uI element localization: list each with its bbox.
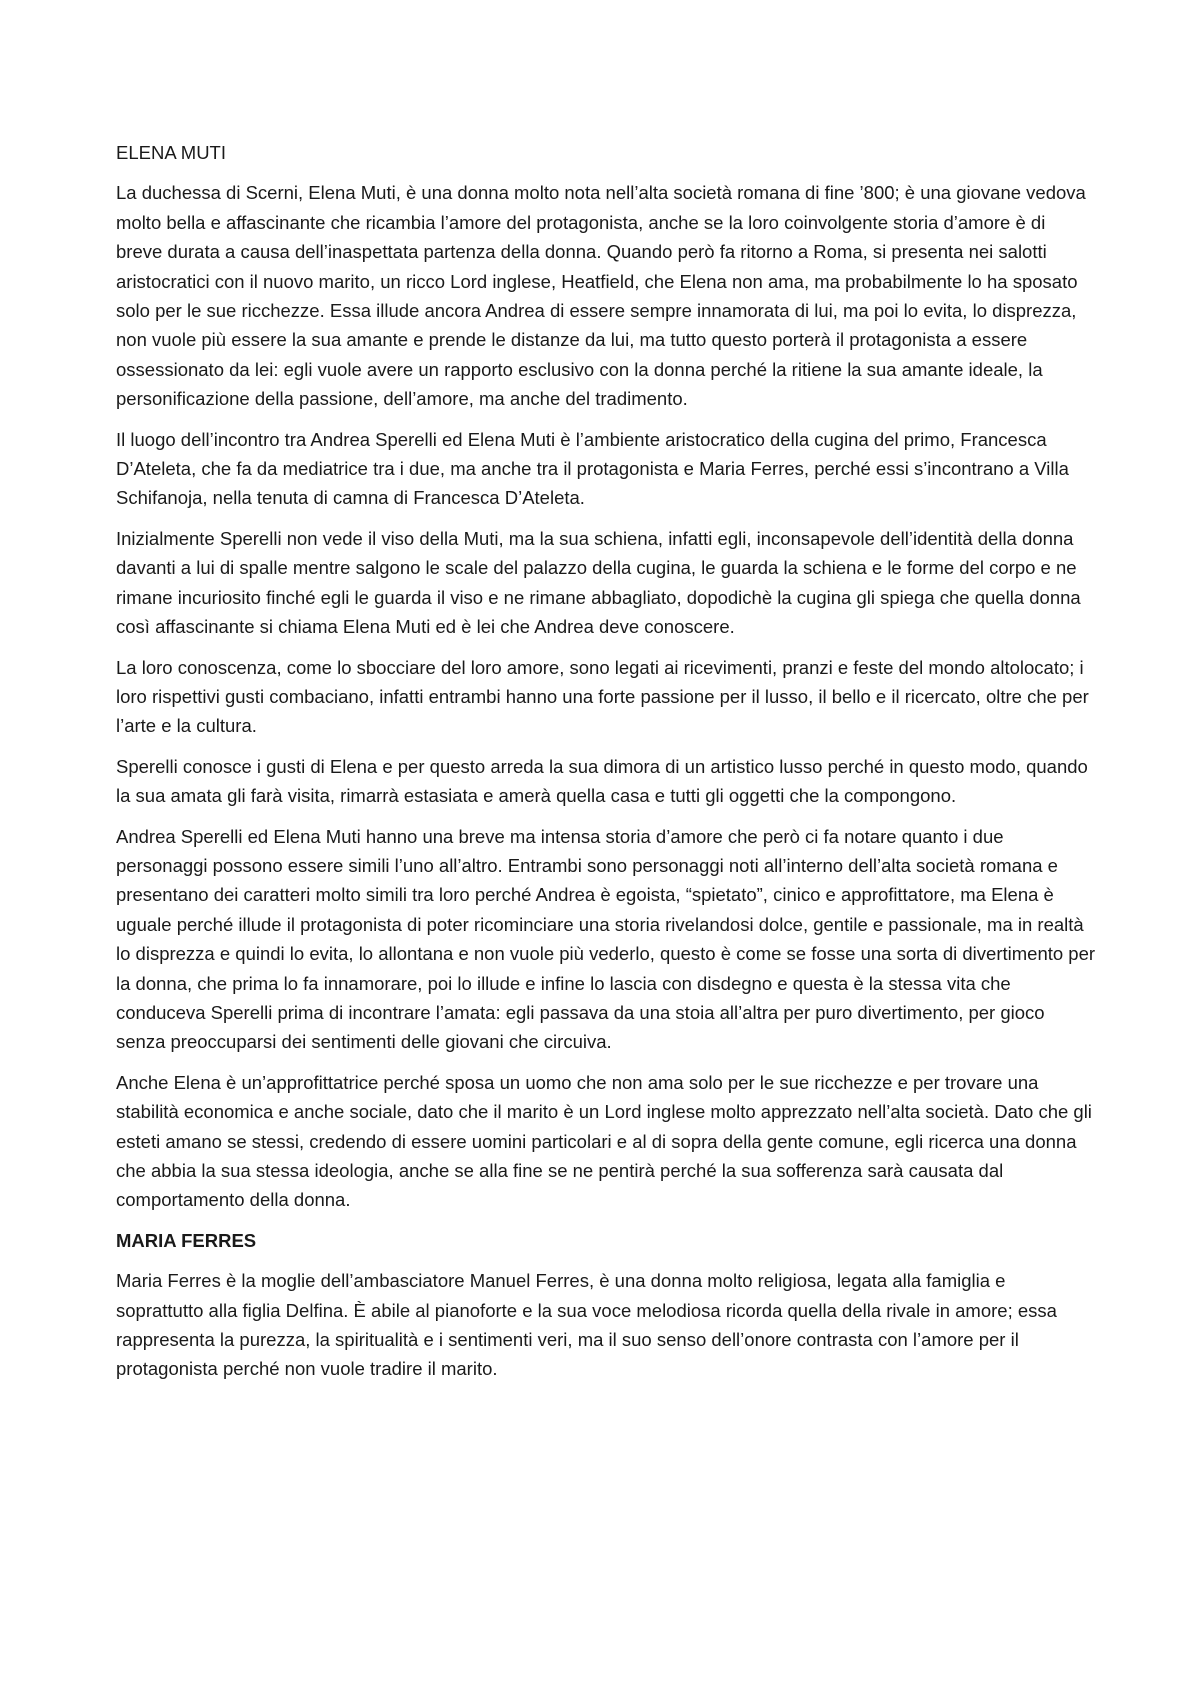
section-maria-ferres xyxy=(116,1226,1096,1384)
section-heading: ELENA MUTI xyxy=(116,142,226,163)
paragraph: Andrea Sperelli ed Elena Muti hanno una breve ma intensa storia d’amore che però ci fa notare quanto i due personaggi possono essere simili l’uno all’altro. Entrambi sono personaggi noti all’interno dell’alta società romana e presentano dei caratteri molto simili tra loro perché Andrea è egoista, “spietato”, cinico e approfittatore, ma Elena è uguale perché illude il protagonista di poter ricominciare una storia rivelandosi dolce, gentile e passionale, ma in realtà lo disprezza e quindi lo evita, lo allontana e non vuole più vederlo, questo è come se fosse una sorta di divertimento per la donna, che prima lo fa innamorare, poi lo illude e infine lo lascia con disdegno e questa è la stessa vita che conduceva Sperelli prima di incontrare l’amata: egli passava da una stoia all’altra per puro divertimento, per gioco senza preoccuparsi dei sentimenti delle giovani che circuiva. xyxy=(116,825,1096,1053)
section-elena-muti xyxy=(116,138,1096,1215)
paragraph: Maria Ferres è la moglie dell’ambasciatore Manuel Ferres, è una donna molto religiosa, legata alla famiglia e soprattutto alla figlia Delfina. È abile al pianoforte e la sua voce melodiosa ricorda quella della rivale in amore; essa rappresenta la purezza, la spiritualità e i sentimenti veri, ma il suo senso dell’onore contrasta con l’amore per il protagonista perché non vuole tradire il marito. xyxy=(116,1270,1057,1380)
document-page xyxy=(116,138,1096,1395)
paragraph: Sperelli conosce i gusti di Elena e per questo arreda la sua dimora di un artistico lusso perché in questo modo, quando la sua amata gli farà visita, rimarrà estasiata e amerà quella casa e tutti gli oggetti che la compongono. xyxy=(116,755,1088,807)
section-heading: MARIA FERRES xyxy=(116,1229,257,1251)
paragraph: La duchessa di Scerni, Elena Muti, è una donna molto nota nell’alta società romana di fine ’800; è una giovane vedova molto bella e affascinante che ricambia l’amore del protagonista, anche se la loro coinvolgente storia d’amore è di breve durata a causa dell’inaspettata partenza della donna. Quando però fa ritorno a Roma, si presenta nei salotti aristocratici con il nuovo marito, un ricco Lord inglese, Heatfield, che Elena non ama, ma probabilmente lo ha sposato solo per le sue ricchezze. Essa illude ancora Andrea di essere sempre innamorata di lui, ma poi lo evita, lo disprezza, non vuole più essere la sua amante e prende le distanze da lui, ma tutto questo porterà il protagonista a essere ossessionato da lei: egli vuole avere un rapporto esclusivo con la donna perché la ritiene la sua amante ideale, la personificazione della passione, dell’amore, ma anche del tradimento. xyxy=(116,182,1086,410)
paragraph: Inizialmente Sperelli non vede il viso della Muti, ma la sua schiena, infatti egli, inconsapevole dell’identità della donna davanti a lui di spalle mentre salgono le scale del palazzo della cugina, le guarda la schiena e le forme del corpo e ne rimane incuriosito finché egli le guarda il viso e ne rimane abbagliato, dopodichè la cugina gli spiega che quella donna così affascinante si chiama Elena Muti ed è lei che Andrea deve conoscere. xyxy=(116,527,1081,638)
paragraph: Anche Elena è un’approfittatrice perché sposa un uomo che non ama solo per le sue ricchezze e per trovare una stabilità economica e anche sociale, dato che il marito è un Lord inglese molto apprezzato nell’alta società. Dato che gli esteti amano se stessi, credendo di essere uomini particolari e al di sopra della gente comune, egli ricerca una donna che abbia la sua stessa ideologia, anche se alla fine se ne pentirà perché la sua sofferenza sarà causata dal comportamento della donna. xyxy=(116,1071,1092,1211)
paragraph: Il luogo dell’incontro tra Andrea Sperelli ed Elena Muti è l’ambiente aristocratico della cugina del primo, Francesca D’Ateleta, che fa da mediatrice tra i due, ma anche tra il protagonista e Maria Ferres, perché essi s’incontrano a Villa Schifanoja, nella tenuta di camna di Francesca D’Ateleta. xyxy=(116,428,1069,509)
paragraph: La loro conoscenza, come lo sbocciare del loro amore, sono legati ai ricevimenti, pranzi e feste del mondo altolocato; i loro rispettivi gusti combaciano, infatti entrambi hanno una forte passione per il lusso, il bello e il ricercato, oltre che per l’arte e la cultura. xyxy=(116,656,1089,737)
